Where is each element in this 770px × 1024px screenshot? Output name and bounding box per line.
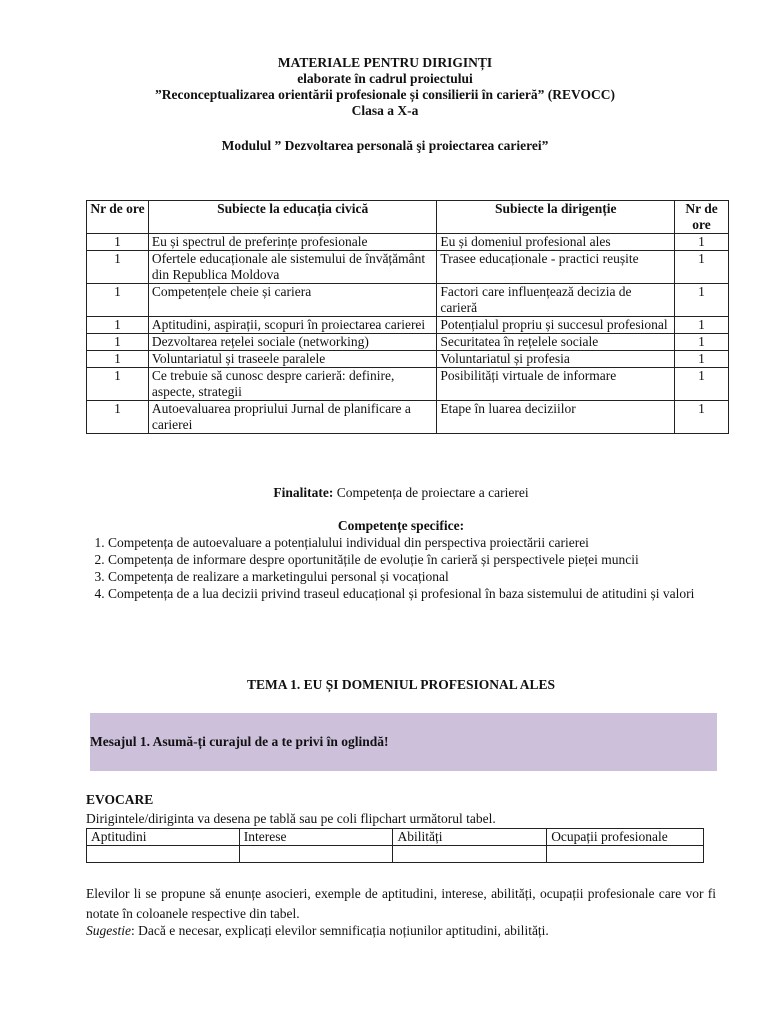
cell-hours: 1 <box>87 368 149 401</box>
cell-dirigentie-subject: Potențialul propriu și succesul profesional <box>437 317 675 334</box>
header-nr-ore-right: Nr de ore <box>675 201 729 234</box>
curriculum-table <box>86 200 729 434</box>
project-name: ”Reconceptualizarea orientării profesionale și consilierii în carieră” (REVOCC) <box>154 87 616 102</box>
competente-title: Competențe specifice: <box>337 518 465 533</box>
table-row <box>87 234 729 251</box>
cell-civic-subject: Autoevaluarea propriului Jurnal de planificare a carierei <box>148 401 437 434</box>
list-item: 2. Competența de informare despre oportunitățile de evoluție în carieră și perspectivele pieței muncii <box>108 551 740 568</box>
col-abilitati: Abilități <box>393 829 547 846</box>
sugestie-label: Sugestie <box>86 923 131 938</box>
mesaj-text: Mesajul 1. Asumă-ți curajul de a te privi în oglindă! <box>90 734 389 749</box>
table-row <box>87 334 729 351</box>
table-header-row <box>87 201 729 234</box>
cell-dirigentie-subject: Factori care influențează decizia de carieră <box>437 284 675 317</box>
table-row <box>87 284 729 317</box>
header-educatie-civica: Subiecte la educația civică <box>148 201 437 234</box>
header-nr-ore-left: Nr de ore <box>87 201 149 234</box>
cell-hours: 1 <box>87 351 149 368</box>
cell-civic-subject: Ofertele educaționale ale sistemului de învățământ din Republica Moldova <box>148 251 437 284</box>
cell-hours: 1 <box>675 284 729 317</box>
cell-civic-subject: Ce trebuie să cunosc despre carieră: definire, aspecte, strategii <box>148 368 437 401</box>
cell-hours: 1 <box>675 334 729 351</box>
class-label: Clasa a X-a <box>351 103 419 118</box>
table-row <box>87 401 729 434</box>
cell-hours: 1 <box>675 317 729 334</box>
empty-cell <box>239 846 393 863</box>
cell-hours: 1 <box>675 368 729 401</box>
list-item: 3. Competența de realizare a marketingului personal și vocațional <box>108 568 740 585</box>
cell-civic-subject: Competențele cheie și cariera <box>148 284 437 317</box>
empty-cell <box>393 846 547 863</box>
empty-cell <box>547 846 704 863</box>
col-aptitudini: Aptitudini <box>87 829 240 846</box>
cell-hours: 1 <box>87 317 149 334</box>
cell-dirigentie-subject: Posibilități virtuale de informare <box>437 368 675 401</box>
evocare-table <box>86 828 704 863</box>
finalitate-label: Finalitate: <box>273 485 334 500</box>
mesaj-banner <box>90 713 717 771</box>
cell-hours: 1 <box>87 334 149 351</box>
cell-hours: 1 <box>675 251 729 284</box>
header-dirigentie: Subiecte la dirigenție <box>437 201 675 234</box>
cell-hours: 1 <box>87 251 149 284</box>
doc-subtitle: elaborate în cadrul proiectului <box>297 71 473 86</box>
cell-hours: 1 <box>87 234 149 251</box>
cell-civic-subject: Voluntariatul și traseele paralele <box>148 351 437 368</box>
list-item: 4. Competența de a lua decizii privind traseul educațional și profesional în baza sistemului de atitudini și valori <box>108 585 740 602</box>
table-row <box>87 251 729 284</box>
cell-hours: 1 <box>87 284 149 317</box>
instructions-paragraph: Elevilor li se propune să enunțe asocieri, exemple de aptitudini, interese, abilități, ocupații profesionale care vor fi notate în coloanele respective din tabel. <box>86 886 716 921</box>
cell-dirigentie-subject: Securitatea în rețelele sociale <box>437 334 675 351</box>
evocare-heading: EVOCARE <box>86 792 154 807</box>
evocare-instruction: Dirigintele/diriginta va desena pe tablă sau pe coli flipchart următorul tabel. <box>86 811 496 826</box>
competente-list <box>86 534 740 602</box>
evocare-header-row <box>87 829 704 846</box>
tema-heading: TEMA 1. EU ȘI DOMENIUL PROFESIONAL ALES <box>247 677 555 692</box>
table-row <box>87 368 729 401</box>
table-row <box>87 351 729 368</box>
list-item: 1. Competența de autoevaluare a potențialului individual din perspectiva proiectării carierei <box>108 534 740 551</box>
cell-hours: 1 <box>675 234 729 251</box>
doc-title: MATERIALE PENTRU DIRIGINȚI <box>277 55 493 70</box>
cell-dirigentie-subject: Eu și domeniul profesional ales <box>437 234 675 251</box>
empty-cell <box>87 846 240 863</box>
cell-hours: 1 <box>675 401 729 434</box>
cell-hours: 1 <box>87 401 149 434</box>
finalitate-line <box>86 484 716 501</box>
col-interese: Interese <box>239 829 393 846</box>
cell-dirigentie-subject: Etape în luarea deciziilor <box>437 401 675 434</box>
finalitate-text: Competența de proiectare a carierei <box>333 485 529 500</box>
sugestie-text: : Dacă e necesar, explicați elevilor semnificația noțiunilor aptitudini, abilități. <box>131 923 549 938</box>
cell-civic-subject: Dezvoltarea rețelei sociale (networking) <box>148 334 437 351</box>
cell-dirigentie-subject: Trasee educaționale - practici reușite <box>437 251 675 284</box>
cell-dirigentie-subject: Voluntariatul și profesia <box>437 351 675 368</box>
cell-civic-subject: Aptitudini, aspirații, scopuri în proiectarea carierei <box>148 317 437 334</box>
cell-hours: 1 <box>675 351 729 368</box>
evocare-empty-row <box>87 846 704 863</box>
table-row <box>87 317 729 334</box>
sugestie-line <box>86 922 726 939</box>
module-title: Modulul ” Dezvoltarea personală şi proiectarea carierei” <box>221 138 549 153</box>
col-ocupatii: Ocupații profesionale <box>547 829 704 846</box>
cell-civic-subject: Eu și spectrul de preferințe profesionale <box>148 234 437 251</box>
